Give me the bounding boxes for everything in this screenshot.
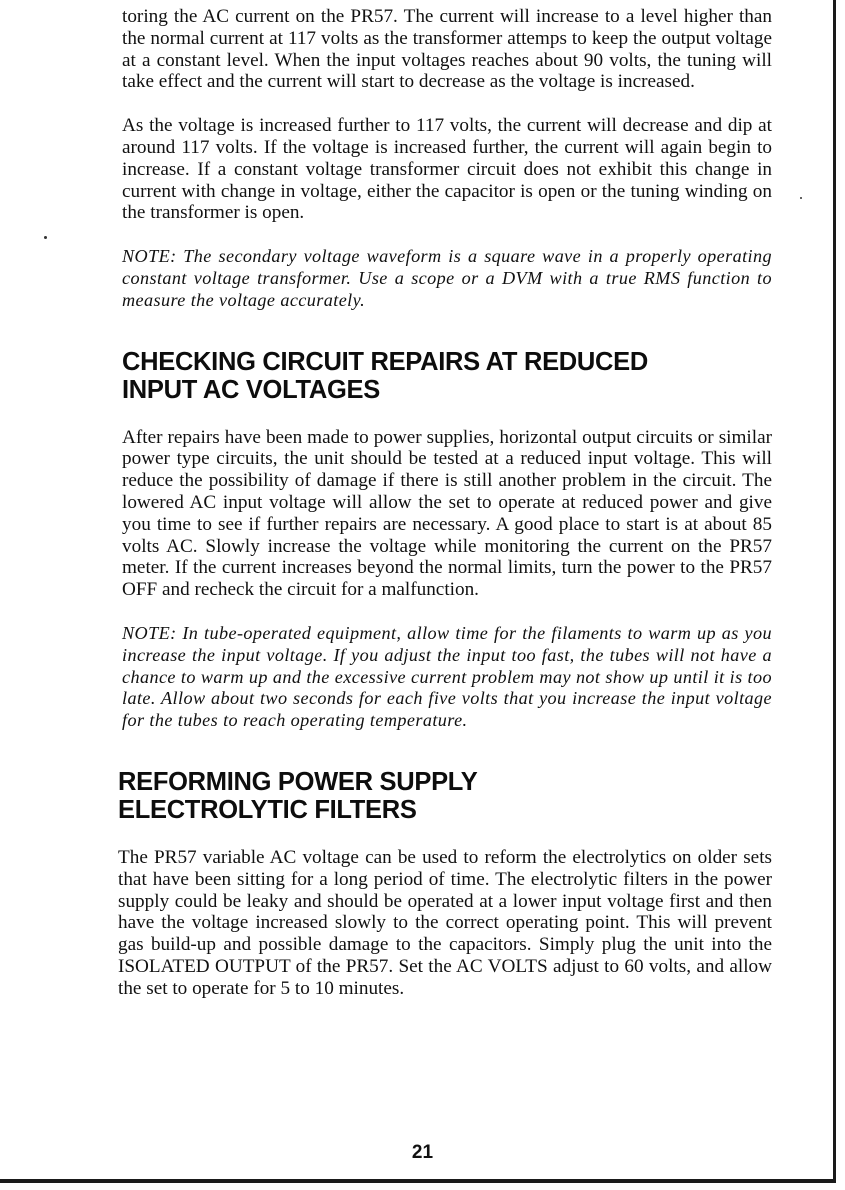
- page-right-border: [833, 0, 836, 1182]
- section-heading-reforming-filters: [118, 768, 772, 825]
- paragraph-continued-current-monitoring: toring the AC current on the PR57. The current will increase to a level higher than the normal current at 117 volts as the transformer attemps to keep the output voltage at a constant level. When the input voltages reaches about 90 volts, the tuning will take effect and the current will start to decrease as the voltage is increased.: [122, 6, 772, 93]
- paragraph-reforming-electrolytics: The PR57 variable AC voltage can be used to reform the electrolytics on older sets that have been sitting for a long period of time. The electrolytic filters in the power supply could be leaky and should be operated at a lower input voltage first and then have the voltage increased slowly to the correct operating point. This will prevent gas build-up and possible damage to the capacitors. Simply plug the unit into the ISOLATED OUTPUT of the PR57. Set the AC VOLTS adjust to 60 volts, and allow the set to operate for 5 to 10 minutes.: [118, 846, 772, 999]
- section-heading-checking-repairs: [122, 348, 772, 405]
- scan-speck: [44, 236, 47, 239]
- heading-line: INPUT AC VOLTAGES: [122, 376, 380, 405]
- note-tube-equipment: NOTE: In tube-operated equipment, allow time for the filaments to warm up as you increase the input voltage. If you adjust the input too fast, the tubes will not have a chance to warm up and the excessive current problem may not show up until it is too late. Allow about two seconds for each five volts that you increase the input voltage for the tubes to reach operating temperature.: [122, 622, 772, 731]
- page-content: [118, 6, 772, 1000]
- note-secondary-waveform: NOTE: The secondary voltage waveform is a square wave in a properly operating constant voltage transformer. Use a scope or a DVM with a true RMS function to measure the voltage accurately.: [122, 246, 772, 310]
- heading-line: CHECKING CIRCUIT REPAIRS AT REDUCED: [122, 347, 648, 376]
- heading-line: ELECTROLYTIC FILTERS: [118, 796, 417, 825]
- page-number: 21: [411, 1142, 434, 1163]
- heading-line: REFORMING POWER SUPPLY: [118, 767, 478, 796]
- page-bottom-border: [0, 1179, 836, 1183]
- scan-speck: [800, 197, 802, 199]
- paragraph-voltage-increase: As the voltage is increased further to 117 volts, the current will decrease and dip at around 117 volts. If the voltage is increased further, the current will again begin to increase. If a constant voltage transformer circuit does not exhibit this change in current with change in voltage, either the capacitor is open or the tuning winding on the transformer is open.: [122, 115, 772, 224]
- paragraph-reduced-voltage-testing: After repairs have been made to power supplies, horizontal output circuits or similar power type circuits, the unit should be tested at a reduced input voltage. This will reduce the possibility of damage if there is still another problem in the circuit. The lowered AC input voltage will allow the set to operate at reduced power and give you time to see if further repairs are necessary. A good place to start is at about 85 volts AC. Slowly increase the voltage while monitoring the current on the PR57 meter. If the current increases beyond the normal limits, turn the power to the PR57 OFF and recheck the circuit for a malfunction.: [122, 426, 772, 601]
